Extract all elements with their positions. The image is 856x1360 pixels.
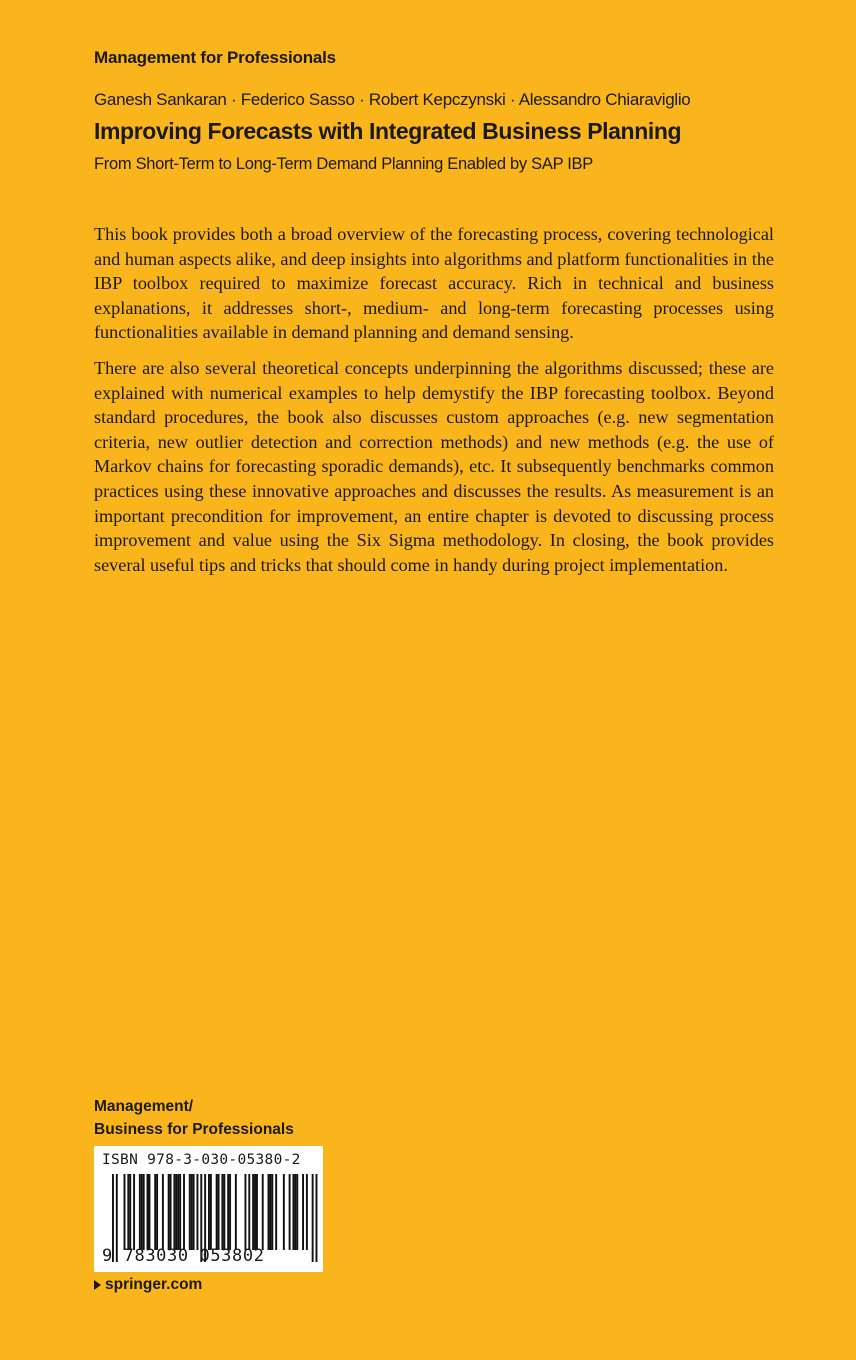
barcode-bar <box>268 1174 270 1250</box>
barcode-bar <box>173 1174 175 1250</box>
description-paragraph: There are also several theoretical concepts underpinning the algorithms discussed; these are explained with numerical examples to help demystify the IBP forecasting toolbox. Beyond standard procedures, the book also discusses custom approaches (e.g. new segmentation criteria, new outlier detection and correction methods) and new methods (e.g. the use of Markov chains for forecasting sporadic demands), etc. It subsequently benchmarks common practices using these innovative approaches and discusses the results. As measurement is an important precondition for improvement, an entire chapter is devoted to discussing process improvement and value using the Six Sigma methodology. In closing, the book provides several useful tips and tricks that should come in handy during project implementation. <box>94 357 774 575</box>
barcode-bar <box>133 1174 135 1250</box>
isbn-barcode <box>94 1146 323 1272</box>
subject-category <box>94 1095 294 1141</box>
isbn-label: ISBN 978-3-030-05380-2 <box>102 1152 301 1168</box>
barcode-bar <box>129 1174 131 1250</box>
book-description <box>94 222 774 588</box>
barcode-bar <box>177 1174 179 1250</box>
series-name: Management for Professionals <box>94 48 336 67</box>
barcode-bar <box>223 1174 225 1250</box>
barcode-digits: 9 783030 053802 <box>102 1246 265 1266</box>
barcode-bar <box>229 1174 231 1250</box>
publisher-url: springer.com <box>105 1276 203 1293</box>
barcode-bar <box>189 1174 191 1250</box>
subject-line: Business for Professionals <box>94 1121 294 1138</box>
barcode-bar <box>275 1174 277 1250</box>
barcode-bar <box>262 1174 264 1250</box>
barcode-bar <box>292 1174 294 1250</box>
book-title: Improving Forecasts with Integrated Business Planning <box>94 118 682 144</box>
barcode-bar <box>143 1174 145 1250</box>
barcode-bar <box>216 1174 218 1250</box>
barcode-bar <box>179 1174 181 1250</box>
barcode-bar <box>235 1174 237 1250</box>
barcode-bar <box>283 1174 285 1250</box>
barcode-bar <box>183 1174 185 1250</box>
barcode-bar <box>218 1174 220 1250</box>
barcode-bar <box>170 1174 172 1250</box>
book-subtitle: From Short-Term to Long-Term Demand Planning Enabled by SAP IBP <box>94 155 593 173</box>
barcode-bar <box>316 1174 318 1262</box>
barcode-bar <box>196 1174 198 1250</box>
barcode-bar <box>148 1174 150 1250</box>
barcode-bar <box>271 1174 273 1250</box>
description-paragraph: This book provides both a broad overview of the forecasting process, covering technological and human aspects alike, and deep insights into algorithms and platform functionalities in the IBP toolbox required to maximize forecast accuracy. Rich in technical and business explanations, it addresses short-, medium- and long-term forecasting processes using functionalities available in demand planning and demand sensing. <box>94 224 774 343</box>
barcode-bar <box>294 1174 296 1250</box>
subject-line: Management/ <box>94 1098 194 1115</box>
barcode-bar <box>141 1174 143 1250</box>
barcode-bar <box>244 1174 246 1250</box>
barcode-bar <box>175 1174 177 1250</box>
barcode-bar <box>156 1174 158 1250</box>
barcode-bar <box>139 1174 141 1250</box>
author-list: Ganesh Sankaran · Federico Sasso · Robert Kepczynski · Alessandro Chiaraviglio <box>94 90 691 109</box>
barcode-bar <box>289 1174 291 1250</box>
barcode-bar <box>154 1174 156 1250</box>
barcode-bar <box>248 1174 250 1250</box>
barcode-bar <box>210 1174 212 1250</box>
barcode-bar <box>124 1174 126 1250</box>
barcode-bar <box>193 1174 195 1250</box>
barcode-bar <box>306 1174 308 1250</box>
barcode-bar <box>312 1174 314 1262</box>
barcode-bar <box>147 1174 149 1250</box>
barcode-bar <box>162 1174 164 1250</box>
barcode-bar <box>252 1174 254 1250</box>
barcode-bar <box>168 1174 170 1250</box>
arrow-right-icon <box>94 1280 101 1290</box>
barcode-bar <box>208 1174 210 1250</box>
barcode-bar <box>127 1174 129 1250</box>
barcode-bar <box>254 1174 256 1250</box>
barcode-bar <box>269 1174 271 1250</box>
barcode-bar <box>227 1174 229 1250</box>
barcode-bar <box>302 1174 304 1250</box>
barcode-bar <box>296 1174 298 1250</box>
publisher-link[interactable] <box>94 1276 202 1294</box>
barcode-bar <box>191 1174 193 1250</box>
barcode-bar <box>256 1174 258 1250</box>
barcode-bar <box>221 1174 223 1250</box>
